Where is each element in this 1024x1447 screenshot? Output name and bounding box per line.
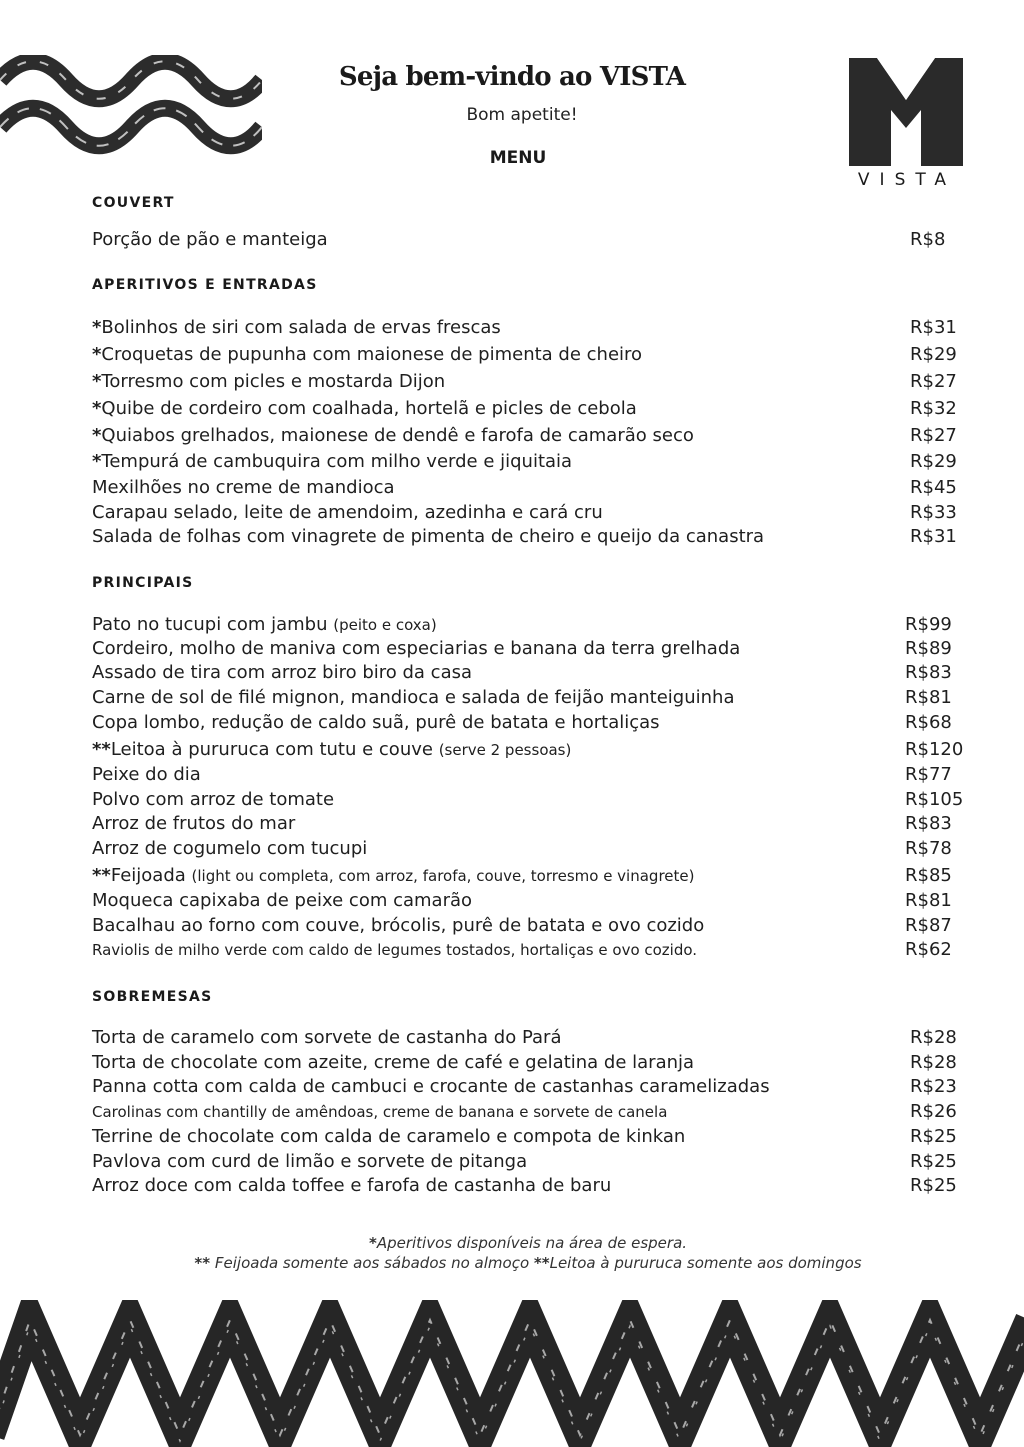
item-name: Bolinhos de siri com salada de ervas frescas	[101, 317, 501, 338]
item-name: Arroz de cogumelo com tucupi	[92, 838, 368, 859]
menu-item	[92, 526, 764, 548]
menu-item	[92, 764, 201, 786]
item-price: R$85	[905, 865, 952, 886]
item-price: R$8	[910, 229, 946, 250]
item-name: Torresmo com picles e mostarda Dijon	[101, 371, 446, 392]
menu-item	[92, 890, 472, 912]
item-name: Salada de folhas com vinagrete de pimenta de cheiro e queijo da canastra	[92, 526, 765, 547]
item-name: Quibe de cordeiro com coalhada, hortelã e picles de cebola	[101, 398, 637, 419]
item-marker: *	[92, 371, 102, 392]
item-price: R$77	[905, 764, 952, 785]
menu-item	[92, 789, 334, 811]
item-price: R$32	[910, 398, 957, 419]
item-price: R$29	[910, 451, 957, 472]
item-name: Moqueca capixaba de peixe com camarão	[92, 890, 473, 911]
item-name: Raviolis de milho verde com caldo de legumes tostados, hortaliças e ovo cozido.	[92, 941, 698, 959]
item-price: R$27	[910, 425, 957, 446]
menu-item	[92, 662, 472, 684]
item-name: Croquetas de pupunha com maionese de pimenta de cheiro	[101, 344, 643, 365]
item-name: Feijoada	[110, 865, 186, 886]
item-name: Torta de caramelo com sorvete de castanha do Pará	[92, 1027, 562, 1048]
menu-item	[92, 614, 437, 636]
item-price: R$68	[905, 712, 952, 733]
menu-item	[92, 477, 395, 499]
item-name: Carapau selado, leite de amendoim, azedinha e cará cru	[92, 502, 603, 523]
item-price: R$23	[910, 1076, 957, 1097]
menu-item	[92, 1101, 667, 1123]
item-name: Tempurá de cambuquira com milho verde e jiquitaia	[101, 451, 573, 472]
item-name: Arroz de frutos do mar	[92, 813, 296, 834]
item-price: R$29	[910, 344, 957, 365]
item-name: Polvo com arroz de tomate	[92, 789, 335, 810]
item-price: R$26	[910, 1101, 957, 1122]
menu-item	[92, 1175, 611, 1197]
item-name: Pavlova com curd de limão e sorvete de pitanga	[92, 1151, 528, 1172]
item-note: (serve 2 pessoas)	[438, 741, 572, 759]
item-marker: **	[92, 739, 111, 760]
menu-item	[92, 451, 572, 473]
menu-item	[92, 739, 571, 761]
item-name: Panna cotta com calda de cambuci e crocante de castanhas caramelizadas	[92, 1076, 770, 1097]
item-price: R$31	[910, 526, 957, 547]
menu-item	[92, 712, 660, 734]
item-name: Torta de chocolate com azeite, creme de café e gelatina de laranja	[92, 1052, 695, 1073]
menu-item	[92, 317, 501, 339]
menu-item	[92, 915, 704, 937]
item-price: R$120	[905, 739, 964, 760]
item-price: R$28	[910, 1027, 957, 1048]
item-name: Quiabos grelhados, maionese de dendê e farofa de camarão seco	[101, 425, 694, 446]
menu-item	[92, 939, 697, 961]
menu-item	[92, 502, 603, 524]
item-marker: *	[92, 317, 102, 338]
item-price: R$25	[910, 1126, 957, 1147]
item-name: Mexilhões no creme de mandioca	[92, 477, 395, 498]
menu-item	[92, 687, 734, 709]
item-marker: *	[92, 398, 102, 419]
item-price: R$87	[905, 915, 952, 936]
item-name: Carne de sol de filé mignon, mandioca e salada de feijão manteiguinha	[92, 687, 735, 708]
section-title-aperitivos: APERITIVOS E ENTRADAS	[92, 277, 318, 293]
item-name: Leitoa à pururuca com tutu e couve	[110, 739, 433, 760]
subtitle: Bom apetite!	[466, 105, 578, 125]
menu-item	[92, 344, 642, 366]
menu-item	[92, 1027, 561, 1049]
item-marker: *	[92, 451, 102, 472]
menu-item	[92, 838, 367, 860]
menu-item	[92, 371, 445, 393]
item-note: (light ou completa, com arroz, farofa, couve, torresmo e vinagrete)	[191, 867, 695, 885]
page-title: Seja bem-vindo ao VISTA	[338, 62, 686, 92]
item-name: Arroz doce com calda toffee e farofa de castanha de baru	[92, 1175, 612, 1196]
item-name: Peixe do dia	[92, 764, 201, 785]
item-price: R$45	[910, 477, 957, 498]
item-price: R$33	[910, 502, 957, 523]
item-name: Assado de tira com arroz biro biro da casa	[92, 662, 473, 683]
menu-item	[92, 638, 740, 660]
item-marker: *	[92, 344, 102, 365]
item-price: R$81	[905, 687, 952, 708]
menu-item	[92, 1052, 694, 1074]
item-price: R$78	[905, 838, 952, 859]
brand-wordmark: VISTA	[857, 170, 957, 190]
footnote-days: ** Feijoada somente aos sábados no almoço **Leitoa à pururuca somente aos domingos	[194, 1254, 862, 1272]
menu-item	[92, 865, 694, 887]
item-marker: **	[92, 865, 111, 886]
menu-item	[92, 813, 295, 835]
menu-heading: MENU	[489, 148, 547, 168]
menu-item	[92, 1151, 527, 1173]
item-price: R$105	[905, 789, 964, 810]
menu-item	[92, 425, 694, 447]
item-name: Copa lombo, redução de caldo suã, purê de batata e hortaliças	[92, 712, 660, 733]
item-price: R$31	[910, 317, 957, 338]
item-price: R$28	[910, 1052, 957, 1073]
section-title-couvert: COUVERT	[92, 195, 175, 211]
item-price: R$62	[905, 939, 952, 960]
item-name: Terrine de chocolate com calda de caramelo e compota de kinkan	[92, 1126, 686, 1147]
item-name: Carolinas com chantilly de amêndoas, creme de banana e sorvete de canela	[92, 1103, 668, 1121]
item-price: R$25	[910, 1151, 957, 1172]
section-title-sobremesas: SOBREMESAS	[92, 989, 213, 1005]
item-note: (peito e coxa)	[333, 616, 437, 634]
item-price: R$99	[905, 614, 952, 635]
section-title-principais: PRINCIPAIS	[92, 575, 194, 591]
footnote-aperitivos: *Aperitivos disponíveis na área de espera.	[368, 1234, 688, 1252]
item-marker: *	[92, 425, 102, 446]
item-price: R$27	[910, 371, 957, 392]
item-name: Pato no tucupi com jambu	[92, 614, 328, 635]
item-price: R$83	[905, 813, 952, 834]
item-name: Porção de pão e manteiga	[92, 229, 328, 250]
item-name: Cordeiro, molho de maniva com especiarias e banana da terra grelhada	[92, 638, 741, 659]
item-name: Bacalhau ao forno com couve, brócolis, purê de batata e ovo cozido	[92, 915, 705, 936]
menu-item	[92, 1076, 770, 1098]
item-price: R$25	[910, 1175, 957, 1196]
menu-item	[92, 1126, 685, 1148]
menu-item	[92, 398, 637, 420]
menu-item	[92, 229, 328, 251]
item-price: R$89	[905, 638, 952, 659]
item-price: R$81	[905, 890, 952, 911]
item-price: R$83	[905, 662, 952, 683]
brush-zigzag-icon	[0, 1300, 1024, 1447]
